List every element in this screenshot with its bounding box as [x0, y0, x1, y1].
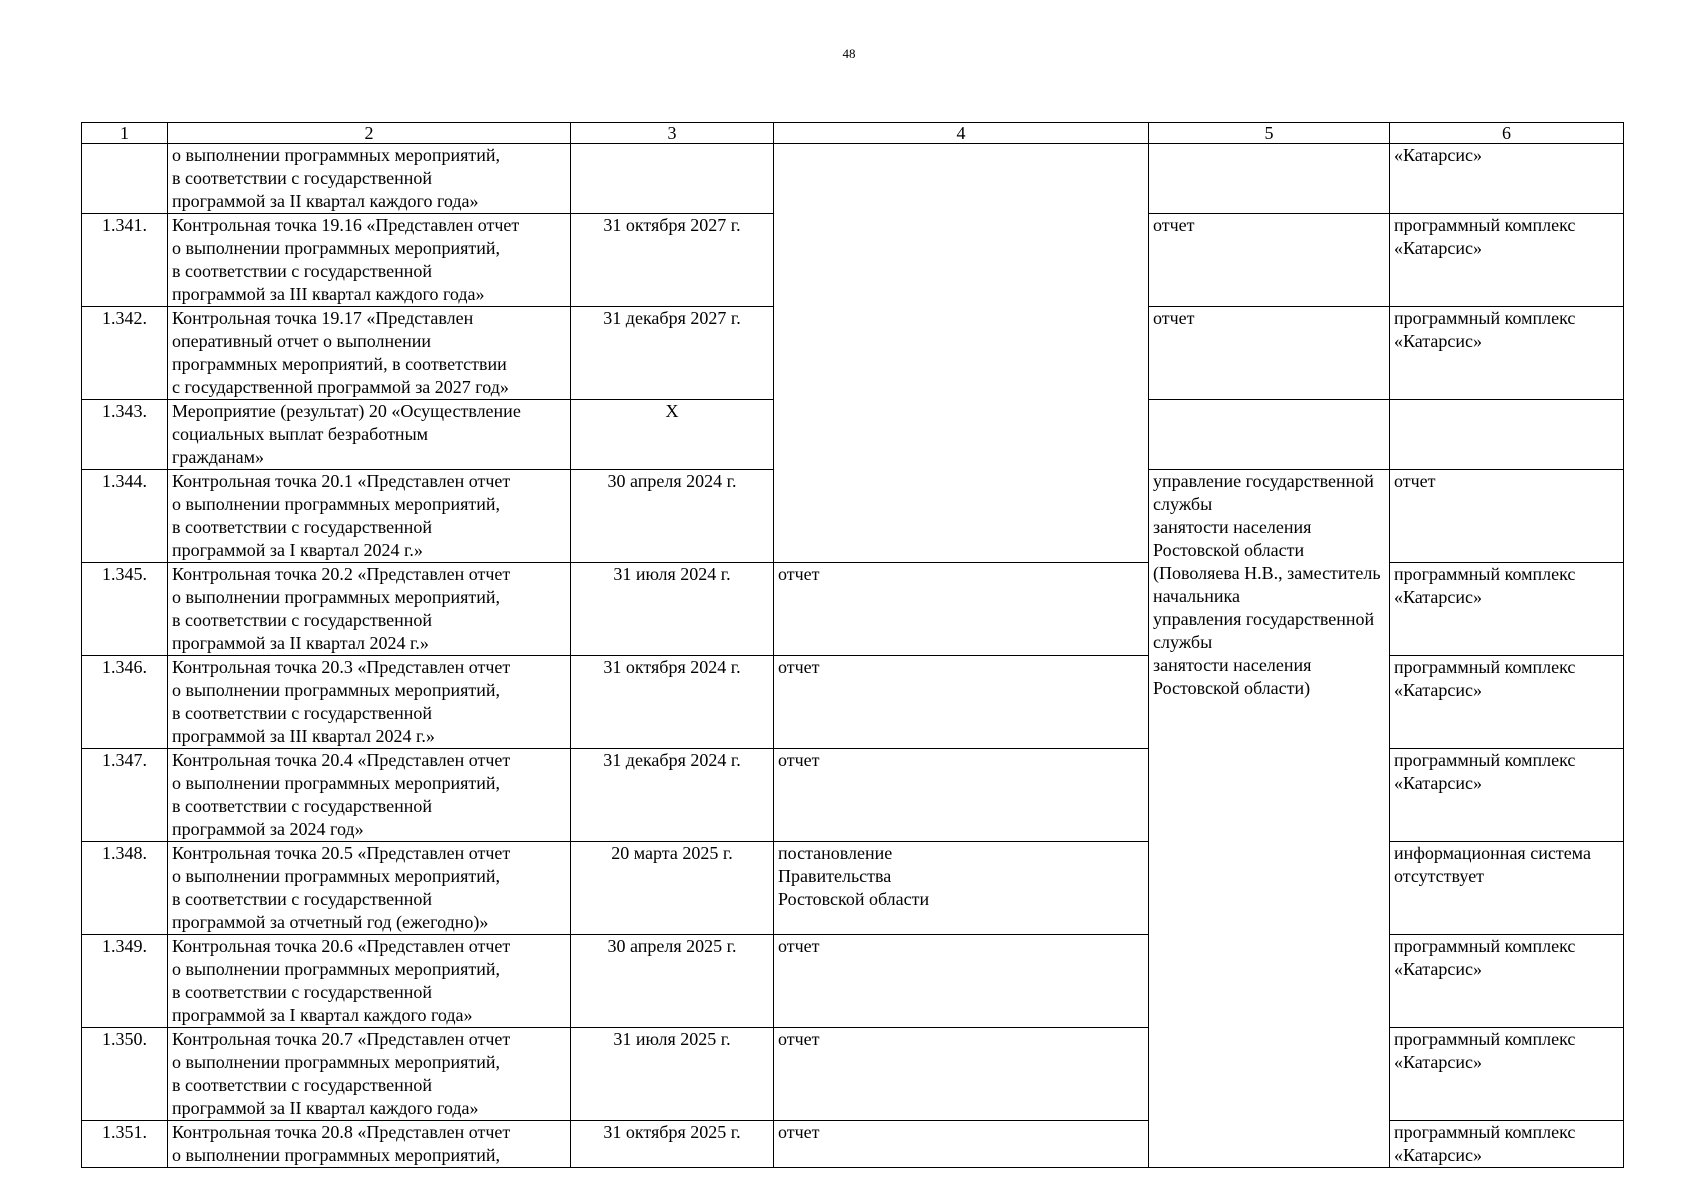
row-number: 1.350. — [82, 1028, 168, 1121]
row-date: 31 декабря 2024 г. — [571, 749, 774, 842]
row-document: отчет — [774, 1028, 1149, 1121]
row-date: 31 октября 2025 г. — [571, 1121, 774, 1168]
table-row — [82, 1121, 1624, 1168]
row-number: 1.348. — [82, 842, 168, 935]
row-description: Контрольная точка 19.16 «Представлен отчет о выполнении программных мероприятий, в соответствии с государственной программой за III квартал каждого года» — [168, 214, 571, 307]
row-number: 1.344. — [82, 470, 168, 563]
row-document: отчет — [774, 563, 1149, 656]
row-system: «Катарсис» — [1390, 144, 1624, 214]
row-date: Х — [571, 400, 774, 470]
row-document: отчет — [1390, 470, 1624, 563]
row-description: Контрольная точка 20.4 «Представлен отчет о выполнении программных мероприятий, в соответствии с государственной программой за 2024 год» — [168, 749, 571, 842]
table-row — [82, 563, 1624, 656]
column-header: 1 — [82, 123, 168, 144]
responsible-executor: управление государственной службы занятости населения Ростовской области (Поволяева Н.В., заместитель начальника управления государственной службы занятости населения Ростовской области) — [1149, 470, 1390, 1168]
column-header: 4 — [774, 123, 1149, 144]
row-description: Мероприятие (результат) 20 «Осуществление социальных выплат безработным гражданам» — [168, 400, 571, 470]
row-document: отчет — [774, 656, 1149, 749]
row-document: постановление Правительства Ростовской области — [774, 842, 1149, 935]
row-description: Контрольная точка 20.1 «Представлен отчет о выполнении программных мероприятий, в соответствии с государственной программой за I квартал 2024 г.» — [168, 470, 571, 563]
page-number: 48 — [842, 46, 856, 61]
column-header: 2 — [168, 123, 571, 144]
row-system: программный комплекс «Катарсис» — [1390, 214, 1624, 307]
row-document: отчет — [774, 749, 1149, 842]
row-document: отчет — [1149, 214, 1390, 307]
row-description: о выполнении программных мероприятий, в соответствии с государственной программой за II квартал каждого года» — [168, 144, 571, 214]
row-document: отчет — [774, 1121, 1149, 1168]
row-description: Контрольная точка 19.17 «Представлен оперативный отчет о выполнении программных мероприятий, в соответствии с государственной программой за 2027 год» — [168, 307, 571, 400]
column-header: 6 — [1390, 123, 1624, 144]
row-description: Контрольная точка 20.5 «Представлен отчет о выполнении программных мероприятий, в соответствии с государственной программой за отчетный год (ежегодно)» — [168, 842, 571, 935]
table-header-row — [82, 123, 1624, 144]
row-system: программный комплекс «Катарсис» — [1390, 563, 1624, 656]
row-date: 31 июля 2025 г. — [571, 1028, 774, 1121]
row-system: программный комплекс «Катарсис» — [1390, 1121, 1624, 1168]
row-date: 20 марта 2025 г. — [571, 842, 774, 935]
row-system — [1390, 400, 1624, 470]
row-date: 30 апреля 2025 г. — [571, 935, 774, 1028]
row-number — [82, 144, 168, 214]
row-description: Контрольная точка 20.7 «Представлен отчет о выполнении программных мероприятий, в соответствии с государственной программой за II квартал каждого года» — [168, 1028, 571, 1121]
row-date: 31 октября 2024 г. — [571, 656, 774, 749]
table-row — [82, 935, 1624, 1028]
control-points-table — [81, 122, 1624, 1168]
row-date — [571, 144, 774, 214]
row-number: 1.341. — [82, 214, 168, 307]
row-number: 1.349. — [82, 935, 168, 1028]
row-date: 30 апреля 2024 г. — [571, 470, 774, 563]
row-number: 1.347. — [82, 749, 168, 842]
row-system: программный комплекс «Катарсис» — [1390, 749, 1624, 842]
row-date: 31 декабря 2027 г. — [571, 307, 774, 400]
row-system: программный комплекс «Катарсис» — [1390, 656, 1624, 749]
row-number: 1.342. — [82, 307, 168, 400]
row-document: отчет — [774, 935, 1149, 1028]
responsible-empty-cell — [774, 144, 1149, 563]
row-system: программный комплекс «Катарсис» — [1390, 935, 1624, 1028]
row-number: 1.345. — [82, 563, 168, 656]
row-number: 1.351. — [82, 1121, 168, 1168]
row-document — [1149, 400, 1390, 470]
row-description: Контрольная точка 20.2 «Представлен отчет о выполнении программных мероприятий, в соответствии с государственной программой за II квартал 2024 г.» — [168, 563, 571, 656]
row-number: 1.346. — [82, 656, 168, 749]
table-row — [82, 1028, 1624, 1121]
table-row — [82, 749, 1624, 842]
table-row — [82, 144, 1624, 214]
column-header: 3 — [571, 123, 774, 144]
row-description: Контрольная точка 20.6 «Представлен отчет о выполнении программных мероприятий, в соответствии с государственной программой за I квартал каждого года» — [168, 935, 571, 1028]
row-document: отчет — [1149, 307, 1390, 400]
row-description: Контрольная точка 20.3 «Представлен отчет о выполнении программных мероприятий, в соответствии с государственной программой за III квартал 2024 г.» — [168, 656, 571, 749]
row-system: программный комплекс «Катарсис» — [1390, 307, 1624, 400]
row-system: программный комплекс «Катарсис» — [1390, 1028, 1624, 1121]
row-date: 31 июля 2024 г. — [571, 563, 774, 656]
row-description: Контрольная точка 20.8 «Представлен отчет о выполнении программных мероприятий, — [168, 1121, 571, 1168]
row-document — [1149, 144, 1390, 214]
table-row — [82, 842, 1624, 935]
row-date: 31 октября 2027 г. — [571, 214, 774, 307]
column-header: 5 — [1149, 123, 1390, 144]
row-number: 1.343. — [82, 400, 168, 470]
row-system: информационная система отсутствует — [1390, 842, 1624, 935]
table-row — [82, 656, 1624, 749]
